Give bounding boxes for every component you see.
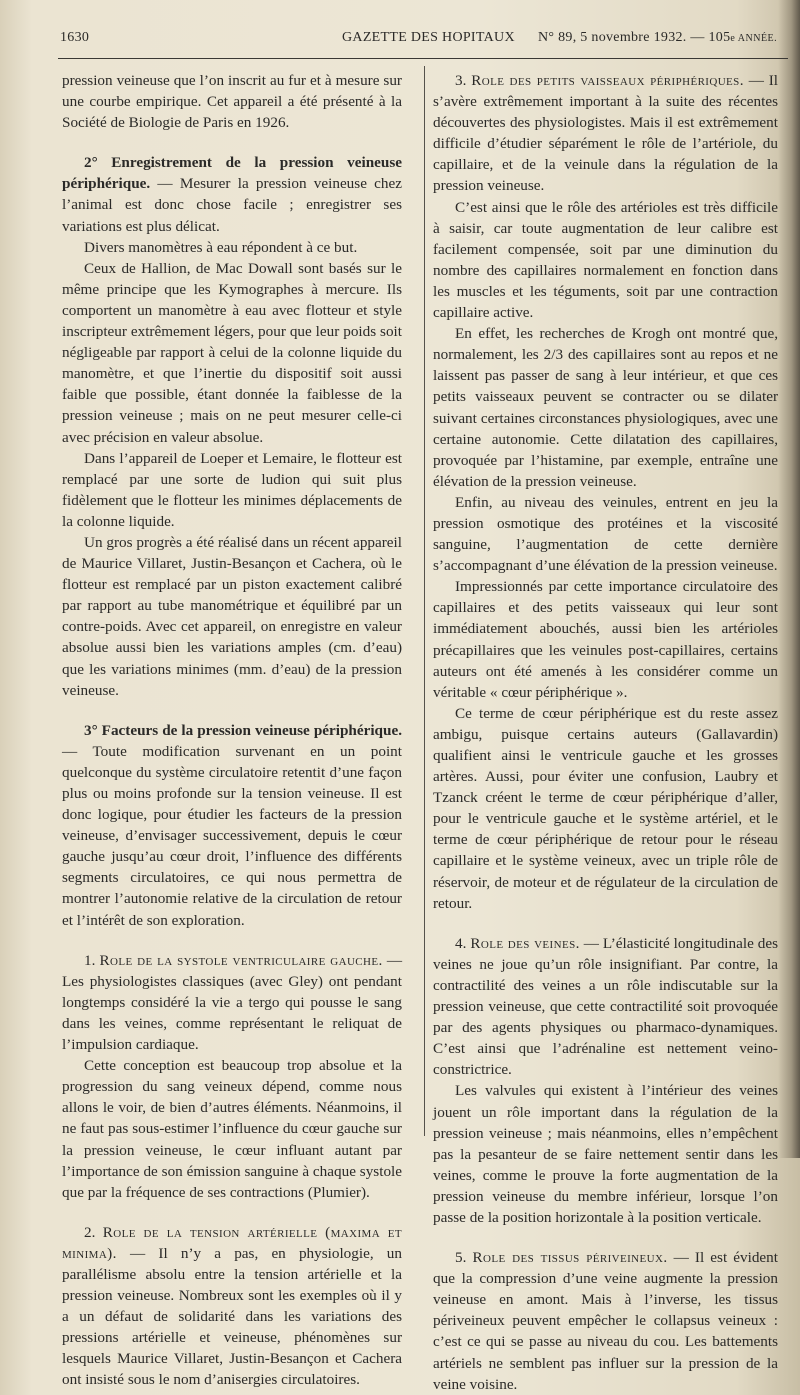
section-paragraph bbox=[62, 720, 402, 931]
section-paragraph bbox=[433, 933, 778, 1081]
section-paragraph bbox=[62, 152, 402, 236]
paragraph bbox=[433, 1080, 778, 1228]
page-edge-shadow bbox=[778, 0, 800, 1158]
paragraph-text: Cette conception est beaucoup trop absolue et la progression du sang veineux dépend, comme nous allons le voir, de bien d’autres éléments. Néanmoins, il ne faut pas sous-estimer l’influence du cœur gauche sur la pression veineuse, le cœur influant autant par l’importance de son émission sanguine à chaque systole que par la fréquence de ses contractions (Plumier). bbox=[62, 1057, 402, 1201]
section-heading: Role de la tension artérielle (maxima et minima). bbox=[62, 1223, 402, 1262]
section-heading: Role de la systole ventriculaire gauche. bbox=[99, 951, 383, 969]
page-number: 1630 bbox=[60, 30, 90, 45]
paragraph bbox=[433, 323, 778, 492]
paragraph-text: Ceux de Hallion, de Mac Dowall sont basés sur le même principe que les Kymographes à mercure. Ils comportent un manomètre à eau avec flotteur et style inscripteur extrêmement légers, pour que leur poids soit négligeable par rapport à celui de la colonne liquide du manomètre, et que l’inertie du dispositif soit aussi faible que possible, étant donnée la faiblesse de la pression veineuse ; mais on ne peut mesurer celle-ci avec précision en valeur absolue. bbox=[62, 259, 402, 446]
column-divider bbox=[424, 66, 425, 1136]
paragraph bbox=[433, 576, 778, 703]
section-heading: Role des petits vaisseaux périphériques. bbox=[471, 72, 744, 89]
section-paragraph bbox=[433, 1247, 778, 1395]
paragraph-text: Divers manomètres à eau répondent à ce but. bbox=[84, 238, 358, 256]
paragraph-text: En effet, les recherches de Krogh ont montré que, normalement, les 2/3 des capillaires sont au repos et ne laissent pas passer de sang à leur intérieur, et que ces petits vaisseaux peuvent se contracter ou se dilater suivant certaines circonstances physiologiques, avec une certaine autonomie. Cette dilatation des capillaires, provoquée par l’histamine, par exemple, entraîne une élévation de la pression veineuse. bbox=[433, 325, 778, 490]
section-number: 3. bbox=[455, 72, 472, 89]
paragraph-text: — Mesurer la pression veineuse chez l’animal est donc chose facile ; enregistrer ses variations est plus délicat. bbox=[62, 175, 402, 235]
paragraph-text: Les valvules qui existent à l’intérieur des veines jouent un rôle important dans la régulation de la pression veineuse ; mais néanmoins, elles n’empêchent pas la pesanteur de se faire nettement sentir dans les veines, comme le prouve la forte augmentation de la pression veineuse du membre inférieur, lorsque l’on passe de la position horizontale à la position verticale. bbox=[433, 1082, 778, 1226]
paragraph-text: — L’élasticité longitudinale des veines ne joue qu’un rôle insignifiant. Par contre, la contractilité des veines a un rôle indiscutable sur la pression veineuse, que cette contractilité soit provoquée par des agents physiques ou pharmaco-dynamiques. C’est ainsi que l’adrénaline est nettement veino-constrictrice. bbox=[433, 934, 778, 1079]
paragraph bbox=[62, 448, 402, 532]
left-column bbox=[62, 70, 402, 1391]
section-heading: 3° Facteurs de la pression veineuse périphérique. bbox=[84, 721, 402, 739]
paragraph bbox=[62, 70, 402, 133]
paragraph-text: — Il s’avère extrêmement important à la suite des récentes découvertes des physiologistes. Mais il est extrêmement difficile d’étudier séparément le rôle de l’artériole, du capillaire, et de la veinule dans la régulation de la pression veineuse. bbox=[433, 72, 779, 195]
section-number: 4. bbox=[455, 934, 471, 952]
paragraph-text: Un gros progrès a été réalisé dans un récent appareil de Maurice Villaret, Justin-Besançon et Cachera, où le flotteur est remplacé par un piston exactement calibré par rapport au tube manométrique et équilibré par un contre-poids. Avec cet appareil, on enregistre en valeur absolue aussi bien les variations amples (cm. d’eau) que les variations minimes (mm. d’eau) de la pression veineuse. bbox=[62, 533, 402, 699]
section-number: 1. bbox=[84, 951, 100, 969]
paragraph bbox=[62, 532, 402, 701]
paragraph bbox=[433, 703, 778, 914]
paragraph bbox=[433, 492, 778, 576]
paragraph-text: — Toute modification survenant en un point quelconque du système circulatoire retentit d’une façon plus ou moins profonde sur la tension veineuse. Il est donc logique, pour étudier les facteurs de la pression veineuse, d’envisager successivement, depuis le cœur gauche jusqu’au cœur droit, l’influence des différents segments circulatoires, ce qui nous permettra de montrer l’autonomie relative de la circulation de retour et l’intérêt de son exploration. bbox=[62, 742, 402, 929]
right-column bbox=[433, 70, 778, 1395]
paragraph-text: — Il est évident que la compression d’une veine augmente la pression veineuse en amont. Mais à l’inverse, les tissus périveineux peuvent empêcher le collapsus veineux : c’est ce qui se passe au niveau du cou. Les battements artériels ne semblent pas influer sur la pression de la veine voisine. bbox=[433, 1249, 778, 1393]
paragraph bbox=[62, 237, 402, 258]
section-heading: 2° Enregistrement de la pression veineuse périphérique. bbox=[62, 154, 402, 193]
section-paragraph bbox=[62, 950, 402, 1055]
header-rule bbox=[58, 58, 788, 59]
paragraph bbox=[62, 1055, 402, 1203]
issue-date: N° 89, 5 novembre 1932. — 105 bbox=[538, 30, 731, 45]
journal-title: GAZETTE DES HOPITAUX bbox=[342, 30, 515, 45]
issue-year-suffix: e ANNÉE. bbox=[730, 33, 778, 44]
section-paragraph bbox=[62, 1222, 402, 1391]
paragraph-text: pression veineuse que l’on inscrit au fur et à mesure sur une courbe empirique. Cet appareil a été présenté à la Société de Biologie de Paris en 1926. bbox=[62, 72, 402, 132]
paragraph-text: Ce terme de cœur périphérique est du reste assez ambigu, puisque certains auteurs (Gallavardin) qualifient ainsi le ventricule gauche et les grosses artères. Aussi, pour éviter une confusion, Laubry et Tzanck créent le terme de cœur périphérique d’aller, pour le ventricule gauche et le système artériel, et le terme de cœur périphérique de retour pour le réseau capillaire et le système veineux, avec un triple rôle de réservoir, de moteur et de régulateur de la circulation de retour. bbox=[433, 704, 778, 912]
paragraph-text: Enfin, au niveau des veinules, entrent en jeu la pression osmotique des protéines et la viscosité sanguine, l’augmentation de cette dernière s’accompagnant d’une élévation de la pression veineuse. bbox=[433, 493, 778, 575]
section-heading: Role des tissus périveineux. bbox=[472, 1249, 668, 1267]
page-header bbox=[60, 30, 790, 52]
paragraph-text: — Les physiologistes classiques (avec Gley) ont pendant longtemps considéré la vie a tergo qui pousse le sang dans les veines, comme représentant le reliquat de l’impulsion cardiaque. bbox=[62, 951, 402, 1054]
issue-info bbox=[538, 30, 777, 46]
paragraph-text: C’est ainsi que le rôle des artérioles est très difficile à saisir, car toute augmentation de leur calibre est facilement compensée, soit par une diminution du nombre des capillaires normalement en fonction dans les muscles et les téguments, soit par une contraction capillaire active. bbox=[433, 198, 778, 322]
paragraph-text: Impressionnés par cette importance circulatoire des capillaires et des petits vaisseaux qui leur sont immédiatement abouchés, aussi bien les artérioles précapillaires que les veinules post-capillaires, certains auteurs ont été amenés à les considérer comme un véritable « cœur périphérique ». bbox=[433, 578, 778, 701]
section-number: 5. bbox=[455, 1249, 473, 1267]
paragraph bbox=[433, 197, 778, 324]
paragraph bbox=[62, 258, 402, 448]
section-heading: Role des veines. bbox=[470, 934, 580, 952]
paragraph-text: — Il n’y a pas, en physiologie, un parallélisme absolu entre la tension artérielle et la pression veineuse. Nombreux sont les exemples où il y a un défaut de solidarité dans les variations des pressions artérielle et veineuse, phénomènes sur lesquels Maurice Villaret, Justin-Besançon et Cachera ont insisté sous le nom d’anisergies circulatoires. bbox=[62, 1244, 402, 1389]
paragraph-text: Dans l’appareil de Loeper et Lemaire, le flotteur est remplacé par une sorte de ludion qui suit plus fidèlement que le flotteur les minimes déplacements de la colonne liquide. bbox=[62, 449, 402, 530]
section-number: 2. bbox=[84, 1223, 103, 1241]
section-paragraph bbox=[433, 70, 778, 197]
